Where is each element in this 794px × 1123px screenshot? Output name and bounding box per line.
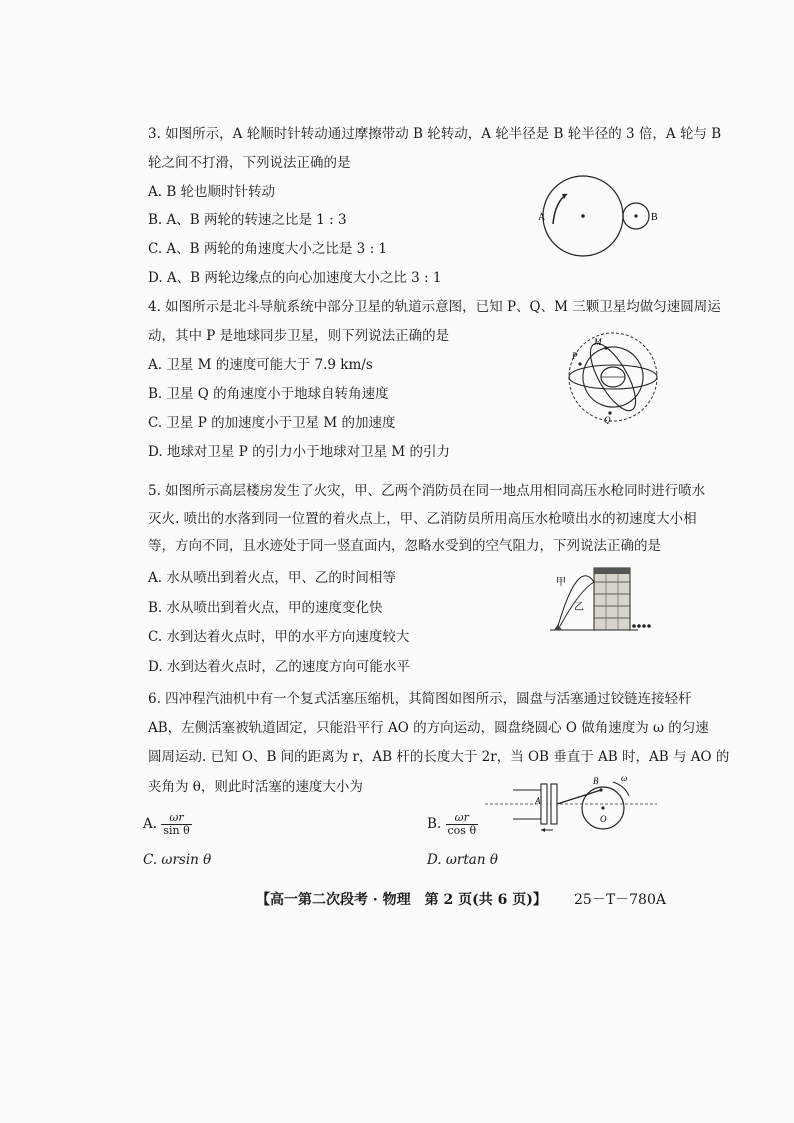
q6-option-a-numerator: ωr — [161, 812, 191, 825]
q3-label-a: A — [538, 212, 546, 223]
q4-label-p: P — [572, 351, 578, 361]
q5-option-b: B. 水从喷出到着火点，甲的速度变化快 — [148, 600, 383, 616]
q6-option-b-denominator: cos θ — [447, 824, 477, 837]
q5-label-jia: 甲 — [556, 577, 566, 588]
q5-option-d: D. 水到达着火点时，乙的速度方向可能水平 — [148, 659, 410, 675]
q5-label-yi: 乙 — [574, 602, 584, 613]
q6-option-d: D. ωrtan θ — [427, 852, 498, 868]
q3-label-b: B — [651, 212, 658, 223]
q4-option-b: B. 卫星 Q 的角速度小于地球自转角速度 — [148, 386, 389, 402]
q4-label-q: Q — [604, 415, 611, 424]
q6-option-a-letter: A. — [143, 816, 158, 832]
q3-option-a: A. B 轮也顺时针转动 — [148, 184, 276, 200]
paper-code: 25－T－780A — [574, 892, 666, 908]
q5-stem-line3: 等，方向不同，且水迹处于同一竖直面内，忽略水受到的空气阻力，下列说法正确的是 — [148, 538, 661, 554]
q6-label-b: B — [593, 776, 599, 786]
q5-stem-line2: 灭火. 喷出的水落到同一位置的着火点上，甲、乙消防员所用高压水枪喷出水的初速度大小相 — [148, 511, 697, 527]
q3-option-d: D. A、B 两轮边缘点的向心加速度大小之比 3 : 1 — [148, 270, 442, 286]
q6-compressor-figure — [485, 772, 660, 834]
q5-option-a: A. 水从喷出到着火点，甲、乙的时间相等 — [148, 570, 396, 586]
q6-option-c: C. ωrsin θ — [143, 852, 212, 868]
q6-option-b — [427, 812, 478, 837]
q4-label-m: M — [594, 337, 602, 347]
q4-stem-line2: 动，其中 P 是地球同步卫星，则下列说法正确的是 — [148, 328, 450, 344]
page-footer-title: 【高一第二次段考 · 物理 第 2 页(共 6 页)】 — [256, 892, 547, 908]
q4-option-c: C. 卫星 P 的加速度小于卫星 M 的加速度 — [148, 415, 396, 431]
q6-stem-line1: 6. 四冲程汽油机中有一个复式活塞压缩机，其简图如图所示，圆盘与活塞通过铰链连接轻杆 — [148, 691, 692, 707]
q6-label-omega: ω — [621, 773, 628, 783]
q6-stem-line4: 夹角为 θ，则此时活塞的速度大小为 — [148, 779, 363, 795]
q6-label-a: A — [535, 796, 541, 806]
q4-option-d: D. 地球对卫星 P 的引力小于地球对卫星 M 的引力 — [148, 444, 450, 460]
q6-option-b-letter: B. — [427, 816, 442, 832]
q5-option-c: C. 水到达着火点时，甲的水平方向速度较大 — [148, 629, 410, 645]
q6-option-b-fraction — [446, 812, 479, 837]
q3-stem-line1: 3. 如图所示，A 轮顺时针转动通过摩擦带动 B 轮转动，A 轮半径是 B 轮半径的 3 倍，A 轮与 B — [148, 126, 722, 142]
q5-stem-line1: 5. 如图所示高层楼房发生了火灾，甲、乙两个消防员在同一地点用相同高压水枪同时进行喷水 — [148, 483, 706, 499]
q4-orbits-figure — [566, 330, 660, 424]
q3-wheels-figure — [535, 172, 660, 262]
q6-option-a — [143, 812, 192, 837]
q5-firefighting-figure — [548, 560, 658, 638]
q4-option-a: A. 卫星 M 的速度可能大于 7.9 km/s — [148, 357, 373, 373]
q6-option-a-denominator: sin θ — [163, 824, 190, 837]
q3-option-b: B. A、B 两轮的转速之比是 1 : 3 — [148, 212, 347, 228]
q6-stem-line3: 圆周运动. 已知 O、B 间的距离为 r，AB 杆的长度大于 2r，当 OB 垂直于 AB 时，AB 与 AO 的 — [148, 749, 730, 765]
q6-label-o: O — [600, 814, 607, 824]
q3-stem-line2: 轮之间不打滑，下列说法正确的是 — [148, 155, 351, 171]
q6-stem-line2: AB，左侧活塞被轨道固定，只能沿平行 AO 的方向运动，圆盘绕圆心 O 做角速度为 ω 的匀速 — [148, 720, 709, 736]
q3-option-c: C. A、B 两轮的角速度大小之比是 3 : 1 — [148, 241, 387, 257]
q4-stem-line1: 4. 如图所示是北斗导航系统中部分卫星的轨道示意图，已知 P、Q、M 三颗卫星均做匀速圆周运 — [148, 299, 721, 315]
q6-option-b-numerator: ωr — [446, 812, 479, 825]
q6-option-a-fraction — [161, 812, 191, 837]
